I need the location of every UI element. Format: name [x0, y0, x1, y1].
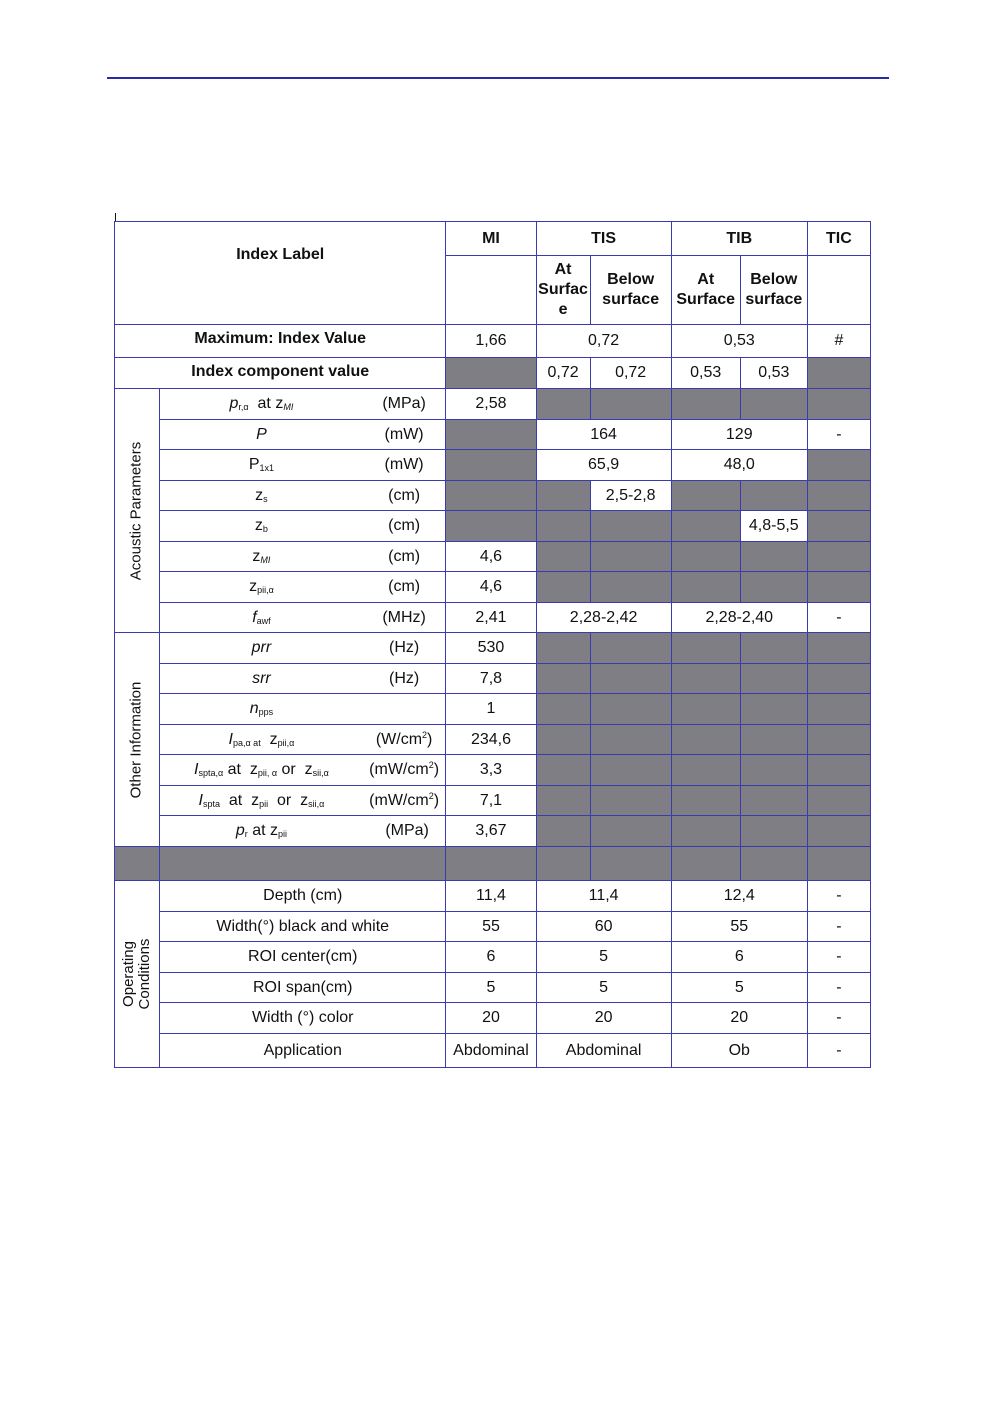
op-width-color-tic: -: [807, 1003, 870, 1034]
unit-power: (mW): [363, 420, 446, 450]
header-tic-sub: [807, 256, 870, 325]
acoustic-parameters-group: Acoustic Parameters: [115, 389, 160, 633]
fawf-tib: 2,28-2,40: [671, 603, 807, 633]
unit-npps: [363, 694, 446, 725]
param-ispta: $I_{spta}$ at $z_{pii}$ or $z_{sii,\alpha}$: [160, 786, 363, 816]
comp-tic: [807, 358, 870, 389]
header-tis-at-surface: At Surfac e: [536, 256, 590, 325]
header-tic: TIC: [807, 222, 870, 256]
op-roi-span-tib: 5: [671, 973, 807, 1003]
power-tic: -: [807, 420, 870, 450]
header-tib-at-surface: At Surface: [671, 256, 740, 325]
op-roi-span-mi: 5: [446, 973, 536, 1003]
max-index-label: Maximum: Index Value: [115, 325, 446, 358]
param-zpii-alpha: $z_{pii,\alpha}$: [160, 572, 363, 603]
op-roi-center-mi: 6: [446, 942, 536, 973]
op-depth-tib: 12,4: [671, 881, 807, 912]
power-tis: 164: [536, 420, 671, 450]
op-application-tis: Abdominal: [536, 1034, 671, 1068]
op-roi-center-tib: 6: [671, 942, 807, 973]
op-depth-tis: 11,4: [536, 881, 671, 912]
unit-zs: (cm): [363, 481, 446, 511]
power-tib: 129: [671, 420, 807, 450]
param-pr-at-zpii: $p_r$ at $z_{pii}$: [160, 816, 363, 847]
op-roi-center-tic: -: [807, 942, 870, 973]
unit-ispta: $(mW/cm^2)$: [363, 786, 446, 816]
comp-tis-below: 0,72: [590, 358, 671, 389]
op-width-bw-mi: 55: [446, 912, 536, 942]
op-width-bw-label: Width(°) black and white: [160, 912, 446, 942]
max-tis: 0,72: [536, 325, 671, 358]
unit-p1x1: (mW): [363, 450, 446, 481]
acoustic-output-table: [114, 221, 871, 1068]
param-npps: $n_{pps}$: [160, 694, 363, 725]
zpii-alpha-mi: 4,6: [446, 572, 536, 603]
op-depth-mi: 11,4: [446, 881, 536, 912]
max-mi: 1,66: [446, 325, 536, 358]
unit-pr-alpha: (MPa): [363, 389, 446, 420]
op-width-color-tib: 20: [671, 1003, 807, 1034]
fawf-tic: -: [807, 603, 870, 633]
unit-zb: (cm): [363, 511, 446, 542]
op-width-bw-tic: -: [807, 912, 870, 942]
op-roi-span-tic: -: [807, 973, 870, 1003]
op-application-tib: Ob: [671, 1034, 807, 1068]
param-prr: prr: [160, 633, 363, 664]
param-zs: $z_s$: [160, 481, 363, 511]
comp-tib-at: 0,53: [671, 358, 740, 389]
param-zb: $z_b$: [160, 511, 363, 542]
ispta-mi: 7,1: [446, 786, 536, 816]
op-application-mi: Abdominal: [446, 1034, 536, 1068]
comp-tib-below: 0,53: [740, 358, 807, 389]
op-application-tic: -: [807, 1034, 870, 1068]
header-tis: TIS: [536, 222, 671, 256]
param-power: P: [160, 420, 363, 450]
ispta-alpha-mi: 3,3: [446, 755, 536, 786]
zs-tis-below: 2,5-2,8: [590, 481, 671, 511]
op-width-color-label: Width (°) color: [160, 1003, 446, 1034]
pr-at-zpii-mi: 3,67: [446, 816, 536, 847]
pr-alpha-mi: 2,58: [446, 389, 536, 420]
op-width-bw-tib: 55: [671, 912, 807, 942]
fawf-tis: 2,28-2,42: [536, 603, 671, 633]
comp-tis-at: 0,72: [536, 358, 590, 389]
unit-prr: (Hz): [363, 633, 446, 664]
op-roi-span-tis: 5: [536, 973, 671, 1003]
index-label-header: Index Label: [115, 222, 446, 325]
unit-ipa-alpha: $(W/cm^2)$: [363, 725, 446, 755]
p1x1-tib: 48,0: [671, 450, 807, 481]
op-roi-center-label: ROI center(cm): [160, 942, 446, 973]
param-ipa-alpha: $I_{pa,\alpha at}$ $z_{pii,\alpha}$: [160, 725, 363, 755]
unit-pr-at-zpii: (MPa): [363, 816, 446, 847]
ipa-alpha-mi: 234,6: [446, 725, 536, 755]
srr-mi: 7,8: [446, 664, 536, 694]
unit-ispta-alpha: $(mW/cm^2)$: [363, 755, 446, 786]
max-tib: 0,53: [671, 325, 807, 358]
param-zmi: $z_{MI}$: [160, 542, 363, 572]
op-application-label: Application: [160, 1034, 446, 1068]
op-width-color-tis: 20: [536, 1003, 671, 1034]
op-roi-center-tis: 5: [536, 942, 671, 973]
header-mi: MI: [446, 222, 536, 256]
param-ispta-alpha: $I_{spta,\alpha}$ at $z_{pii, \alpha}$ or $z_{sii,\alpha}$: [160, 755, 363, 786]
operating-conditions-group: Operating Conditions: [115, 881, 160, 1068]
fawf-mi: 2,41: [446, 603, 536, 633]
zmi-mi: 4,6: [446, 542, 536, 572]
op-width-color-mi: 20: [446, 1003, 536, 1034]
unit-zpii-alpha: (cm): [363, 572, 446, 603]
header-tis-below-surface: Below surface: [590, 256, 671, 325]
zb-tib-below: 4,8-5,5: [740, 511, 807, 542]
unit-zmi: (cm): [363, 542, 446, 572]
header-tib-below-surface: Below surface: [740, 256, 807, 325]
separator-row: [115, 847, 871, 881]
op-depth-tic: -: [807, 881, 870, 912]
header-tib: TIB: [671, 222, 807, 256]
p1x1-tis: 65,9: [536, 450, 671, 481]
max-tic: #: [807, 325, 870, 358]
comp-mi: [446, 358, 536, 389]
op-width-bw-tis: 60: [536, 912, 671, 942]
component-value-label: Index component value: [115, 358, 446, 389]
op-roi-span-label: ROI span(cm): [160, 973, 446, 1003]
unit-fawf: (MHz): [363, 603, 446, 633]
param-fawf: $f_{awf}$: [160, 603, 363, 633]
param-srr: srr: [160, 664, 363, 694]
other-information-group: Other Information: [115, 633, 160, 847]
header-mi-sub: [446, 256, 536, 325]
param-p1x1: $P_{1x1}$: [160, 450, 363, 481]
header-rule: [107, 77, 889, 79]
param-pr-alpha: $p_{r,\alpha}$ at $z_{MI}$: [160, 389, 363, 420]
npps-mi: 1: [446, 694, 536, 725]
unit-srr: (Hz): [363, 664, 446, 694]
op-depth-label: Depth (cm): [160, 881, 446, 912]
prr-mi: 530: [446, 633, 536, 664]
